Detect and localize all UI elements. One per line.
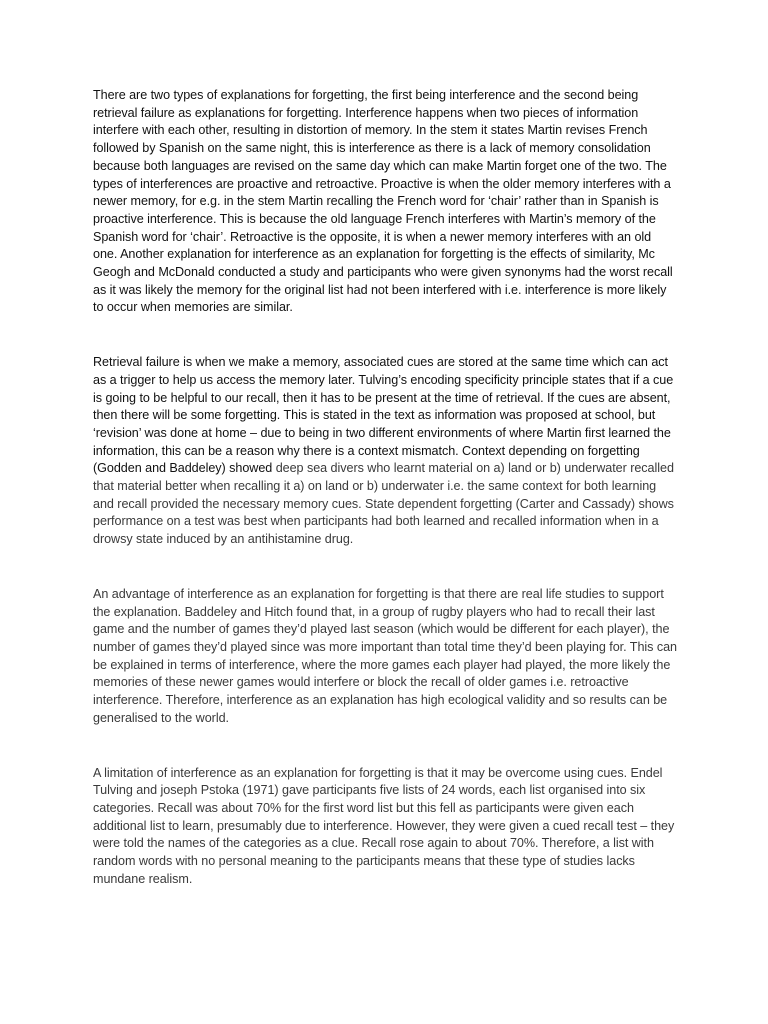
paragraph-limitation: A limitation of interference as an explanation for forgetting is that it may be overcome using cues. Endel Tulving and joseph Pstoka (1971) gave participants five lists of 24 words, each list organised into six categories. Recall was about 70% for the first word list but this fell as participants were given each additional list to learn, presumably due to interference. However, they were given a cued recall test – they were told the names of the categories as a clue. Recall rose again to about 70%. Therefore, a list with random words with no personal meaning to the participants means that these type of studies lacks mundane realism.	[93, 765, 675, 886]
document-body	[93, 87, 678, 925]
retrieval-failure-text-main: Retrieval failure is when we make a memory, associated cues are stored at the same time which can act as a trigger to help us access the memory later. Tulving’s encoding specificity principle states that if a cue is going to be helpful to our recall, then it has to be present at the time of retrieval. If the cues are absent, then there will be some forgetting. This is stated in the text as information was proposed at school, but ‘revision’ was done at home – due to being in two different environments of where Martin first learned the information, this can be a reason why there is a context mismatch. Context depending on forgetting (Godden and Baddeley) showed	[93, 355, 674, 476]
retrieval-failure-text-studies: deep sea divers who learnt material on a) land or b) underwater recalled that material better when recalling it a) on land or b) underwater i.e. the same context for both learning and recall provided the necessary memory cues. State dependent forgetting (Carter and Cassady) shows performance on a test was best when participants had both learned and recalled information when in a drowsy state induced by an antihistamine drug.	[93, 461, 674, 547]
paragraph-retrieval-failure	[93, 354, 678, 549]
paragraph-interference-explanation: There are two types of explanations for forgetting, the first being interference and the second being retrieval failure as explanations for forgetting. Interference happens when two pieces of information interfere with each other, resulting in distortion of memory. In the stem it states Martin revises French followed by Spanish on the same night, this is interference as there is a lack of memory consolidation because both languages are revised on the same day which can make Martin forget one of the two. The types of interferences are proactive and retroactive. Proactive is when the older memory interferes with a newer memory, for e.g. in the stem Martin recalling the French word for ‘chair’ rather than in Spanish is proactive interference. This is because the old language French interferes with Martin’s memory of the Spanish word for ‘chair’. Retroactive is the opposite, it is when a newer memory interferes with an old one. Another explanation for interference as an explanation for forgetting is the effects of similarity, Mc Geogh and McDonald conducted a study and participants who were given synonyms had the worst recall as it was likely the memory for the original list had not been interfered with i.e. interference is more likely to occur when memories are similar.	[93, 88, 673, 315]
paragraph-advantage: An advantage of interference as an explanation for forgetting is that there are real life studies to support the explanation. Baddeley and Hitch found that, in a group of rugby players who had to recall their last game and the number of games they’d played last season (which would be different for each player), the number of games they’d played since was more important than total time they’d been playing for. This can be explained in terms of interference, where the more games each player had played, the more likely the memories of these newer games would interfere or block the recall of older games i.e. retroactive interference. Therefore, interference as an explanation has high ecological validity and so results can be generalised to the world.	[93, 586, 677, 725]
